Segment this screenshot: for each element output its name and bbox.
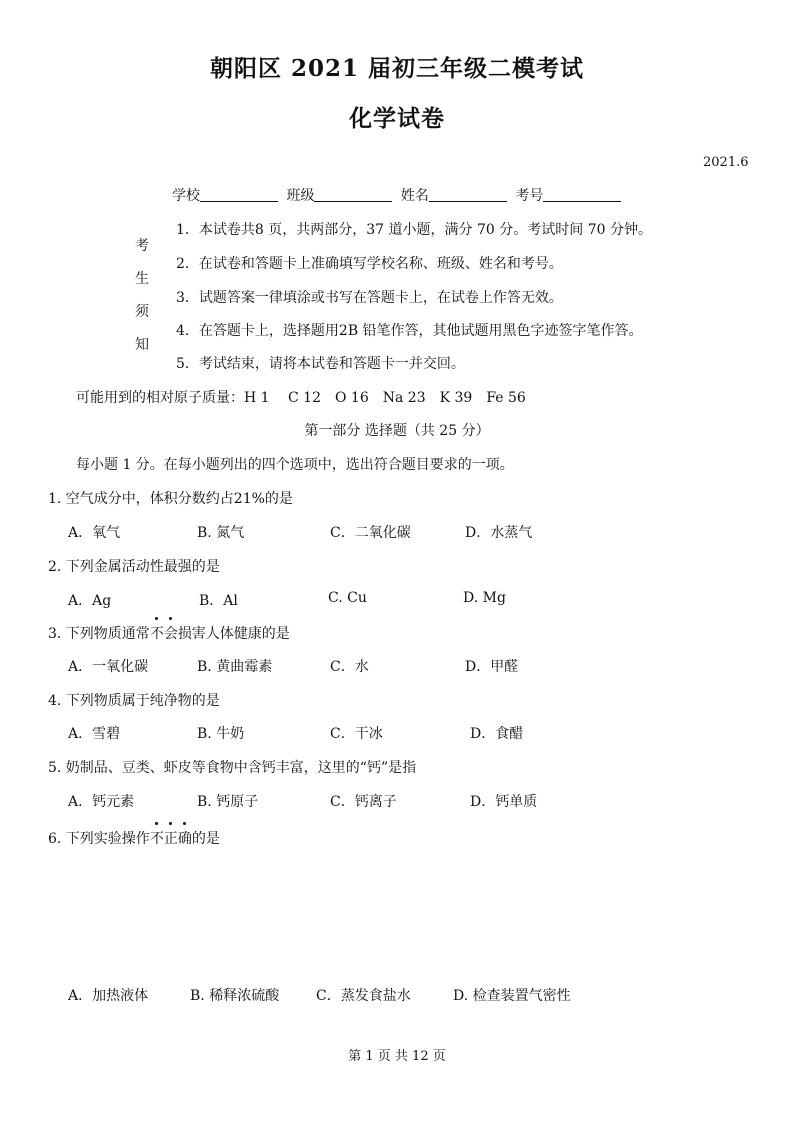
question-stem (48, 623, 290, 643)
option-c: C. Cu (328, 590, 367, 606)
option-b: B. 牛奶 (197, 726, 245, 742)
option-b: B. 钙原子 (197, 794, 259, 810)
option-c: C．钙离子 (330, 794, 397, 810)
option-c: C．水 (330, 659, 369, 675)
name-label: 姓名 (400, 188, 429, 204)
stem-text: 3. 下列物质通常 (48, 626, 150, 642)
option-d: D. 检查装置气密性 (453, 988, 571, 1004)
notice-item: 1．本试卷共8 页，共两部分，37 道小题，满分 70 分。考试时间 70 分钟。 (176, 222, 652, 238)
question-stem: 5. 奶制品、豆类、虾皮等食物中含钙丰富，这里的“钙”是指 (48, 760, 417, 776)
stem-text: 的是 (191, 831, 220, 847)
notice-item: 2．在试卷和答题卡上准确填写学校名称、班级、姓名和考号。 (176, 256, 563, 272)
option-b: B. 氮气 (197, 525, 245, 541)
exam-title: 朝阳区 2021 届初三年级二模考试 (209, 55, 585, 82)
emphasis-dot (169, 822, 172, 825)
question-stem (48, 828, 220, 848)
page-number: 第 1 页 共 12 页 (348, 1049, 446, 1064)
school-blank (200, 188, 278, 202)
stem-text: 损害人体健康的是 (177, 626, 290, 642)
exam-no-label: 考号 (515, 188, 544, 204)
emphasis-dot (155, 617, 158, 620)
experiment-figures-area (48, 858, 748, 973)
notice-side-char: 考 (135, 238, 149, 254)
notice-side-char: 知 (135, 337, 149, 353)
option-a: A．氧气 (68, 525, 121, 541)
question-stem: 2. 下列金属活动性最强的是 (48, 559, 220, 575)
exam-subtitle: 化学试卷 (349, 105, 445, 132)
class-blank (314, 188, 392, 202)
option-d: D．食醋 (470, 726, 524, 742)
question-stem: 1. 空气成分中，体积分数约占21%的是 (48, 491, 293, 507)
option-b: B. 黄曲霉素 (197, 659, 273, 675)
emphasis-dot (169, 617, 172, 620)
notice-side-char: 生 (135, 271, 149, 287)
option-b: B．Al (199, 593, 238, 609)
option-a: A．加热液体 (68, 988, 149, 1004)
student-info-line (172, 185, 625, 205)
emphasized-text: 不 正 确 (150, 828, 192, 848)
notice-item: 3．试题答案一律填涂或书写在答题卡上，在试卷上作答无效。 (176, 290, 563, 306)
notice-side-char: 须 (135, 304, 149, 320)
option-c: C．干冰 (330, 726, 383, 742)
exam-no-blank (543, 188, 621, 202)
school-label: 学校 (172, 188, 200, 204)
option-c: C．二氧化碳 (330, 525, 411, 541)
emphasis-dot (183, 822, 186, 825)
option-d: D. Mg (463, 590, 506, 606)
part1-instruction: 每小题 1 分。在每小题列出的四个选项中，选出符合题目要求的一项。 (76, 457, 514, 473)
name-blank (429, 188, 507, 202)
option-a: A．雪碧 (68, 726, 121, 742)
option-d: D．水蒸气 (465, 525, 533, 541)
option-a: A．Ag (68, 593, 112, 609)
emphasis-dot (155, 822, 158, 825)
emphasized-text: 不 会 (150, 623, 178, 643)
option-b: B. 稀释浓硫酸 (190, 988, 280, 1004)
option-a: A．一氧化碳 (68, 659, 149, 675)
option-c: C．蒸发食盐水 (316, 988, 411, 1004)
option-a: A．钙元素 (68, 794, 135, 810)
atomic-masses: 可能用到的相对原子质量：H 1 C 12 O 16 Na 23 K 39 Fe 56 (76, 390, 526, 406)
question-stem: 4. 下列物质属于纯净物的是 (48, 693, 220, 709)
option-d: D．甲醛 (465, 659, 519, 675)
exam-date: 2021.6 (703, 155, 749, 170)
notice-item: 4．在答题卡上，选择题用2B 铅笔作答，其他试题用黑色字迹签字笔作答。 (176, 323, 643, 339)
part1-heading: 第一部分 选择题（共 25 分） (304, 423, 490, 439)
notice-item: 5．考试结束，请将本试卷和答题卡一并交回。 (176, 356, 465, 372)
class-label: 班级 (286, 188, 315, 204)
stem-text: 6. 下列实验操作 (48, 831, 150, 847)
option-d: D．钙单质 (470, 794, 538, 810)
